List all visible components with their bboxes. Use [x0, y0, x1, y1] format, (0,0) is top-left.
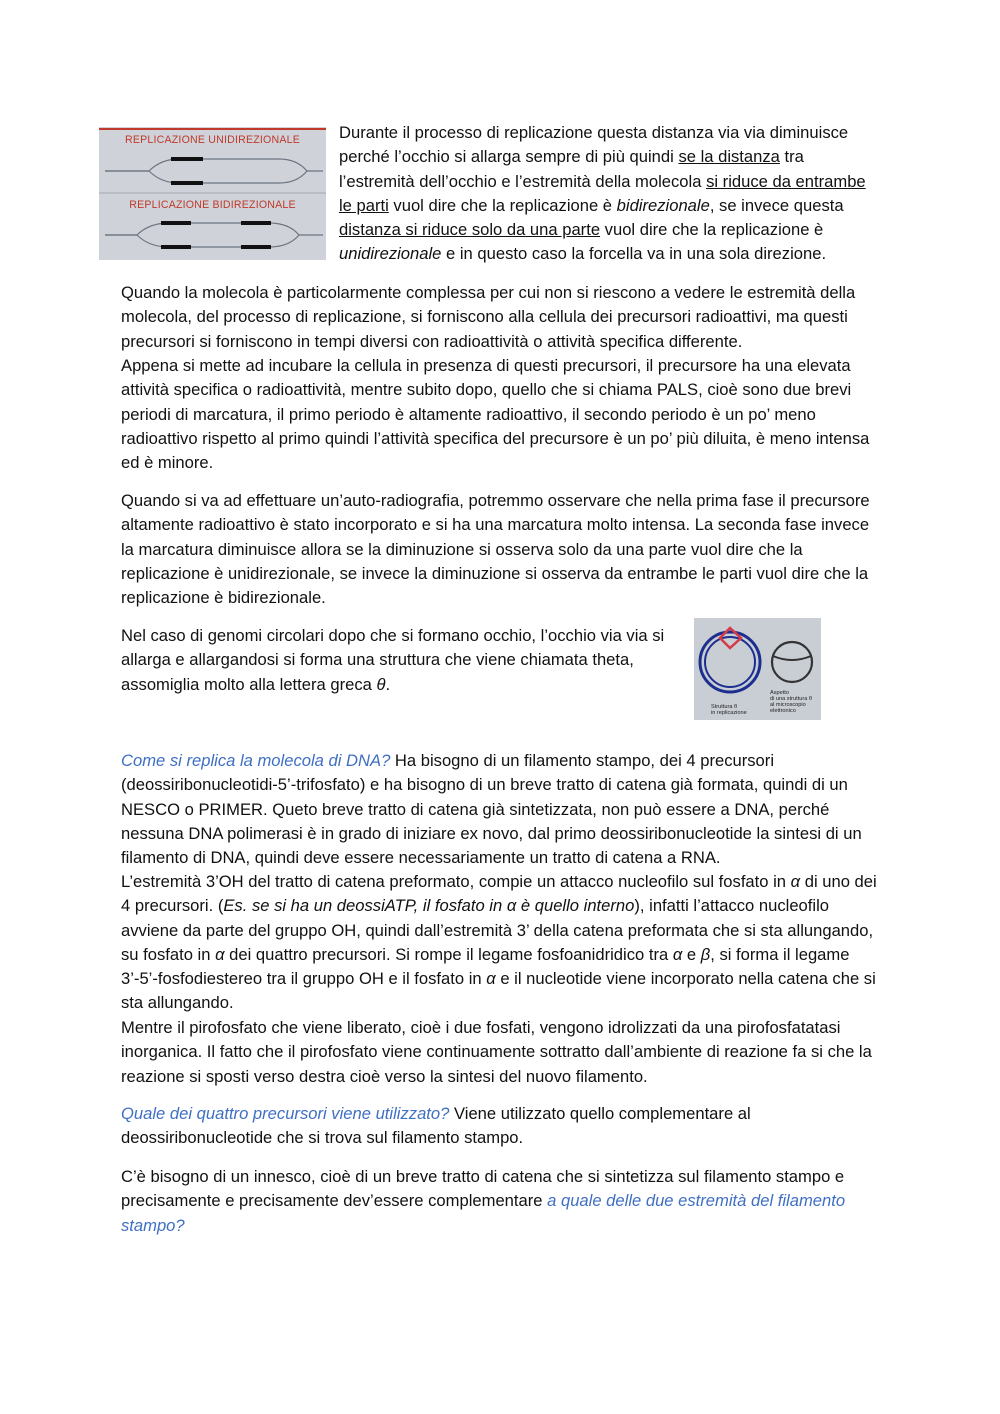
underlined-text: distanza si riduce solo da una parte	[339, 220, 601, 240]
theta-caption-right	[770, 690, 812, 714]
paragraph-primer	[121, 1165, 883, 1238]
text-segment: e	[682, 944, 701, 964]
question-text: Come si replica la molecola di DNA?	[121, 751, 391, 770]
text-segment: e in questo caso la forcella va in una sola direzione.	[441, 244, 827, 264]
paragraph-nucleophilic-attack	[121, 870, 883, 1016]
label-unidirectional: REPLICAZIONE UNIDIREZIONALE	[125, 134, 300, 146]
text-segment: vuol dire che la replicazione è	[388, 195, 617, 215]
text-segment: tra l’estremità dell’occhio e l’estremità della molecola	[339, 147, 804, 191]
caption-line: di una struttura θ	[770, 696, 812, 702]
italic-example: Es. se si ha un deossiATP, il fosfato in α è quello interno	[223, 896, 635, 916]
theta-symbol: θ	[376, 674, 386, 694]
paragraph-pulse-labeling: Appena si mette ad incubare la cellula in presenza di questi precursori, il precursore ha una elevata attività specifica o radioattività, mentre subito dopo, quello che si chiama PALS, cioè sono due brevi periodi di marcatura, il primo periodo è altamente radioattivo, il secondo periodo è un po’ meno radioattivo rispetto al primo quindi l’attività specifica del precursore è un po’ più diluita, è meno intensa ed è minore.	[121, 356, 870, 473]
text-segment: Nel caso di genomi circolari dopo che si formano occhio, l’occhio via via si allarga e allargandosi si forma una struttura che viene chiamata theta, assomiglia molto alla lettera greca	[121, 626, 665, 694]
alpha-symbol: α	[215, 944, 225, 964]
caption-line: Aspetto	[770, 690, 789, 696]
caption-line: Struttura θ	[711, 704, 738, 710]
text-segment: di uno dei 4 precursori. (	[121, 872, 877, 916]
caption-line: al microscopio	[770, 702, 806, 708]
italic-term: bidirezionale	[616, 195, 710, 215]
replication-eye-diagram	[99, 127, 326, 260]
alpha-symbol: α	[790, 872, 801, 891]
beta-symbol: β	[700, 944, 711, 964]
question-text: Quale dei quattro precursori viene utilizzato?	[121, 1104, 450, 1123]
underlined-text: se la distanza	[678, 147, 780, 167]
text-segment: dei quattro precursori. Si rompe il legame fosfoanidridico tra	[224, 944, 673, 964]
paragraph-pyrophosphate: Mentre il pirofosfato che viene liberato, cioè i due fosfati, vengono idrolizzati da una pirofosfatatasi inorganica. Il fatto che il pirofosfato viene continuamente sottratto dall’ambiente di reazione fa si che la reazione si sposti verso destra cioè verso la sintesi del nuovo filamento.	[121, 1018, 872, 1086]
italic-term: unidirezionale	[339, 244, 442, 264]
text-segment: Viene utilizzato quello complementare al deossiribonucleotide che si trova sul filamento stampo.	[121, 1104, 751, 1148]
question-text: a quale delle due estremità del filamento stampo?	[121, 1191, 846, 1235]
paragraph-radioactive-precursors: Quando la molecola è particolarmente complessa per cui non si riescono a vedere le estremità della molecola, del processo di replicazione, si forniscono alla cellula dei precursori radioattivi, ma questi precursori si forniscono in tempi diversi con radioattività o attività specifica differente.	[121, 283, 856, 351]
alpha-symbol: α	[672, 944, 683, 964]
alpha-symbol: α	[486, 969, 496, 989]
paragraph-dna-replication	[121, 749, 883, 870]
theta-caption-left	[711, 704, 747, 716]
text-segment: C’è bisogno di un innesco, cioè di un breve tratto di catena che si sintetizza sul filamento stampo e precisamente e precisamente dev’essere complementare	[121, 1167, 845, 1211]
theta-structure-figure	[694, 618, 821, 720]
text-segment: .	[385, 674, 391, 694]
label-bidirectional: REPLICAZIONE BIDIREZIONALE	[129, 199, 296, 211]
paragraph-complementary-precursor	[121, 1102, 883, 1151]
text-segment: Durante il processo di replicazione questa distanza via via diminuisce perché l’occhio si allarga sempre di più quindi	[339, 123, 849, 167]
caption-line: in replicazione	[711, 710, 747, 716]
paragraph-autoradiography: Quando si va ad effettuare un’auto-radiografia, potremmo osservare che nella prima fase il precursore altamente radioattivo è stato incorporato e si ha una marcatura molto intensa. La seconda fase invece la marcatura diminuisce allora se la diminuzione si osserva solo da una parte vuol dire che la replicazione è unidirezionale, se invece la diminuzione si osserva da entrambe le parti vuol dire che la replicazione è bidirezionale.	[121, 491, 870, 608]
text-segment: L’estremità 3’OH del tratto di catena preformato, compie un attacco nucleofilo sul fosfato in	[121, 872, 791, 891]
text-segment: , si forma il legame 3’-5’-fosfodiestereo tra il gruppo OH e il fosfato in	[121, 944, 850, 989]
paragraph-replication-distance	[339, 121, 879, 267]
text-segment: ), infatti l’attacco nucleofilo avviene da parte del gruppo OH, quindi dall’estremità 3’ della catena preformata che si sta allungando, su fosfato in	[121, 896, 874, 964]
caption-line: elettronico	[770, 708, 796, 714]
text-segment: , se invece questa	[709, 195, 844, 215]
paragraph-theta-structure	[121, 624, 677, 697]
replication-direction-figure	[99, 127, 326, 260]
text-segment: vuol dire che la replicazione è	[600, 220, 824, 240]
underlined-text: si riduce da entrambe le parti	[339, 171, 866, 215]
text-segment: e il nucleotide viene incorporato nella catena che si sta allungando.	[121, 969, 876, 1013]
text-segment: Ha bisogno di un filamento stampo, dei 4 precursori (deossiribonucleotidi-5’-trifosfato) e ha bisogno di un breve tratto di catena già formata, quindi di un NESCO o PRIMER. Queto breve tratto di catena già sintetizzata, non può essere a DNA, perché nessuna DNA polimerasi è in grado di iniziare ex novo, dal primo deossiribonucleotide la sintesi di un filamento di DNA, quindi deve essere necessariamente un tratto di catena a RNA.	[121, 751, 862, 868]
